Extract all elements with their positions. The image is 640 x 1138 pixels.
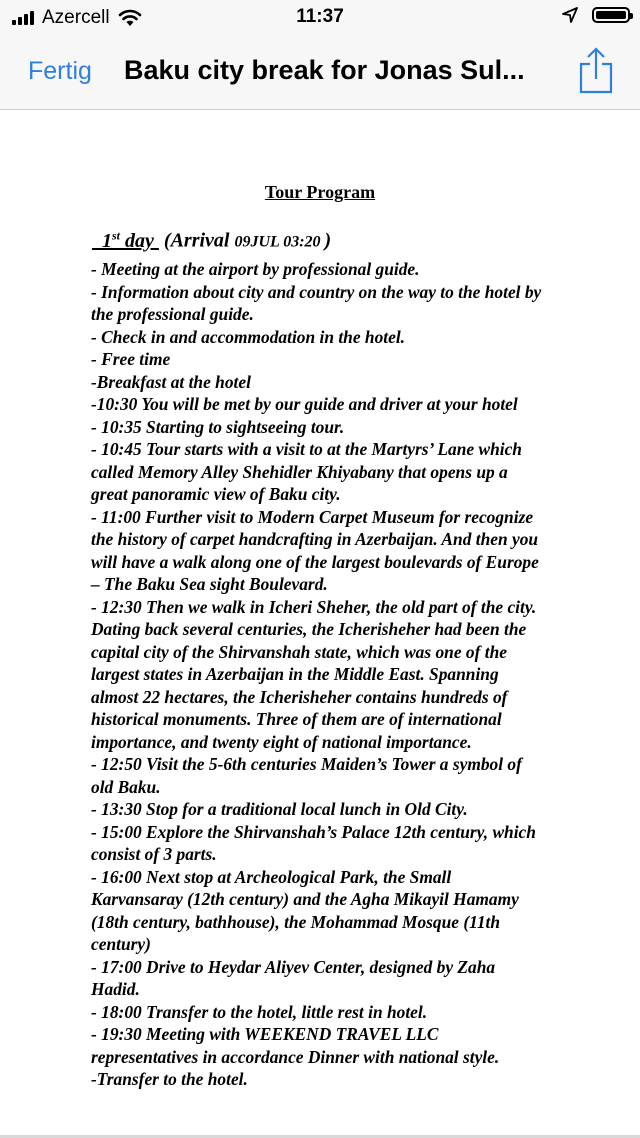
program-line: -Breakfast at the hotel	[91, 371, 251, 392]
document-heading: Tour Program	[264, 182, 376, 202]
day-heading	[92, 228, 331, 253]
program-line: - 10:35 Starting to sightseeing tour.	[91, 416, 345, 437]
program-lines	[91, 258, 611, 1091]
program-line: - 13:30 Stop for a traditional local lunch in Old City.	[91, 799, 468, 819]
program-line: old Baku.	[91, 776, 161, 797]
program-line: importance, and twenty eight of national importance.	[91, 731, 472, 752]
done-button[interactable]: Fertig	[28, 57, 92, 85]
program-line: great panoramic view of Baku city.	[91, 484, 341, 504]
program-line: will have a walk along one of the largest boulevards of Europe	[91, 551, 539, 572]
program-line: - 15:00 Explore the Shirvanshah’s Palace 12th century, which	[91, 821, 536, 842]
arrival-datetime: 09JUL 03:20	[234, 233, 325, 251]
status-bar	[0, 0, 640, 36]
day-number: 1	[102, 229, 112, 252]
program-line: - 19:30 Meeting with WEEKEND TRAVEL LLC	[91, 1024, 439, 1044]
location-arrow-icon	[562, 7, 578, 23]
program-line: - 12:50 Visit the 5-6th centuries Maiden’s Tower a symbol of	[91, 754, 522, 774]
program-line: largest states in Azerbaijan in the Middle East. Spanning	[91, 664, 499, 684]
program-line: capital city of the Shirvanshah state, which was one of the	[91, 641, 507, 662]
day-ordinal: st	[112, 228, 121, 242]
program-line: called Memory Alley Shehidler Khiyabany that opens up a	[91, 461, 508, 482]
program-line: consist of 3 parts.	[91, 844, 217, 864]
navigation-bar	[0, 36, 640, 110]
status-right	[562, 7, 630, 23]
program-line: - Meeting at the airport by professional guide.	[91, 259, 420, 279]
program-line: - 12:30 Then we walk in Icheri Sheher, the old part of the city.	[91, 596, 537, 617]
program-line: -Transfer to the hotel.	[91, 1069, 248, 1089]
program-line: century)	[91, 934, 151, 954]
program-line: - Free time	[91, 349, 171, 369]
arrival-close: )	[324, 229, 332, 252]
share-icon[interactable]	[578, 46, 614, 96]
program-line: - 17:00 Drive to Heydar Aliyev Center, designed by Zaha	[91, 956, 496, 977]
program-line: Dating back several centuries, the Icherisheher had been the	[91, 619, 527, 639]
program-line: - 10:45 Tour starts with a visit to at the Martyrs’ Lane which	[91, 439, 522, 459]
program-line: representatives in accordance Dinner with national style.	[91, 1046, 500, 1067]
program-line: the professional guide.	[91, 304, 254, 324]
program-line: -10:30 You will be met by our guide and driver at your hotel	[91, 394, 518, 414]
program-line: - 11:00 Further visit to Modern Carpet Museum for recognize	[91, 506, 534, 527]
program-line: the history of carpet handcrafting in Azerbaijan. And then you	[91, 529, 539, 549]
program-line: almost 22 hectares, the Icherisheher contains hundreds of	[91, 686, 508, 707]
document-view	[0, 110, 640, 1136]
page-title: Baku city break for Jonas Sul...	[124, 55, 525, 85]
program-line: - Information about city and country on the way to the hotel by	[91, 281, 542, 302]
carrier-label: Azercell	[42, 7, 110, 28]
program-line: historical monuments. Three of them are of international	[91, 709, 502, 729]
program-line: Hadid.	[91, 979, 140, 999]
program-line: - 18:00 Transfer to the hotel, little rest in hotel.	[91, 1001, 428, 1022]
day-word: day	[125, 229, 154, 252]
clock: 11:37	[296, 6, 344, 27]
program-line: (18th century, bathhouse), the Mohammad Mosque (11th	[91, 911, 501, 932]
program-line: – The Baku Sea sight Boulevard.	[91, 574, 328, 594]
program-line: Karvansaray (12th century) and the Agha Mikayil Hamamy	[91, 889, 519, 909]
arrival-label: (Arrival	[158, 229, 235, 252]
program-line: - 16:00 Next stop at Archeological Park, the Small	[91, 866, 452, 887]
program-line: - Check in and accommodation in the hotel.	[91, 326, 406, 347]
battery-icon	[592, 7, 630, 23]
